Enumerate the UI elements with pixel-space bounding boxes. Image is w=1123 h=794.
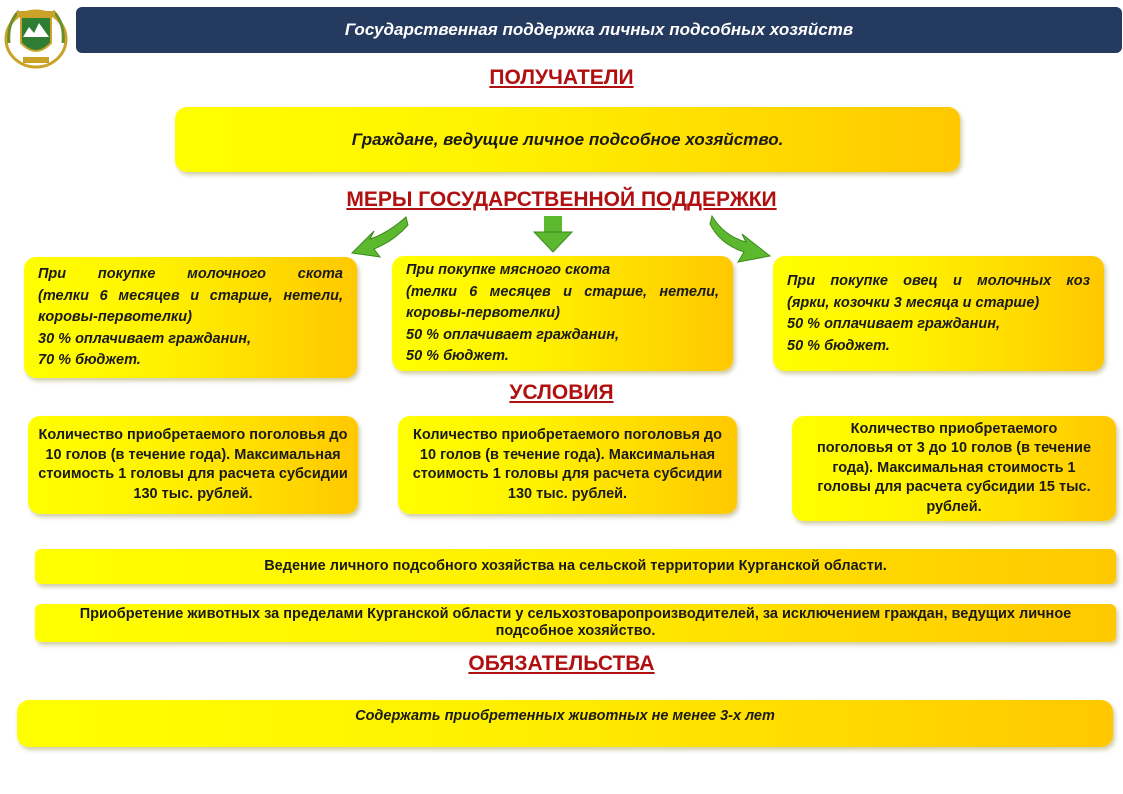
page-title-bar [76, 7, 1122, 53]
condition-text: Количество приобретаемого поголовья до 10 голов (в течение года). Максимальная стоимость 1 головы для расчета субсидии 130 тыс. рублей. [412, 427, 723, 502]
measure-line: (ярки, козочки 3 месяца и старше) [787, 294, 1040, 311]
condition-box-dairy [28, 416, 358, 514]
coat-of-arms-icon [3, 3, 69, 69]
common-condition-text: Ведение личного подсобного хозяйства на сельской территории Курганской области. [264, 558, 887, 574]
obligations-text: Содержать приобретенных животных не менее 3-х лет [355, 708, 775, 724]
measure-line: 50 % бюджет. [787, 337, 890, 354]
conditions-heading: УСЛОВИЯ [509, 381, 614, 404]
measure-line: 50 % оплачивает гражданин, [406, 326, 620, 343]
recipients-box [175, 107, 960, 172]
measure-line: (телки 6 месяцев и старше, нетели, [38, 287, 343, 304]
condition-box-sheep [792, 416, 1116, 521]
common-condition-purchase [35, 604, 1116, 642]
measure-line: 30 % оплачивает гражданин, [38, 330, 252, 347]
condition-box-beef [398, 416, 737, 514]
measure-line: коровы-первотелки) [406, 305, 560, 321]
common-condition-text: Приобретение животных за пределами Курганской области у сельхозтоваропроизводителей, за исключением граждан, ведущих личное подсобное хозяйство. [79, 606, 1072, 639]
measure-line: 70 % бюджет. [38, 352, 141, 368]
measure-box-beef-cattle [392, 256, 733, 371]
page-title: Государственная поддержка личных подсобных хозяйств [344, 20, 854, 39]
measures-heading: МЕРЫ ГОСУДАРСТВЕННОЙ ПОДДЕРЖКИ [346, 188, 777, 211]
obligations-heading: ОБЯЗАТЕЛЬСТВА [468, 652, 655, 675]
measure-box-sheep-goats [773, 256, 1104, 371]
measure-box-dairy-cattle [24, 257, 357, 378]
measure-line: При покупке молочного скота [38, 266, 343, 282]
measure-line: 50 % бюджет. [406, 348, 509, 364]
condition-text: Количество приобретаемого поголовья до 10 голов (в течение года). Максимальная стоимость 1 головы для расчета субсидии 130 тыс. рублей. [38, 427, 348, 502]
common-condition-territory [35, 549, 1116, 584]
measure-line: 50 % оплачивает гражданин, [787, 316, 1001, 332]
measure-line: При покупке мясного скота [406, 262, 611, 278]
obligations-box [17, 700, 1113, 747]
condition-text: Количество приобретаемого поголовья от 3 до 10 голов (в течение года). Максимальная стоимость 1 головы для расчета субсидии 15 тыс. рублей. [816, 420, 1092, 515]
measure-line: (телки 6 месяцев и старше, нетели, [406, 283, 719, 300]
measure-line: коровы-первотелки) [38, 309, 192, 325]
recipients-heading: ПОЛУЧАТЕЛИ [489, 66, 634, 89]
arrow-down-icon [532, 214, 574, 254]
recipients-text: Граждане, ведущие личное подсобное хозяйство. [351, 129, 784, 149]
measure-line: При покупке овец и молочных коз [787, 273, 1090, 289]
